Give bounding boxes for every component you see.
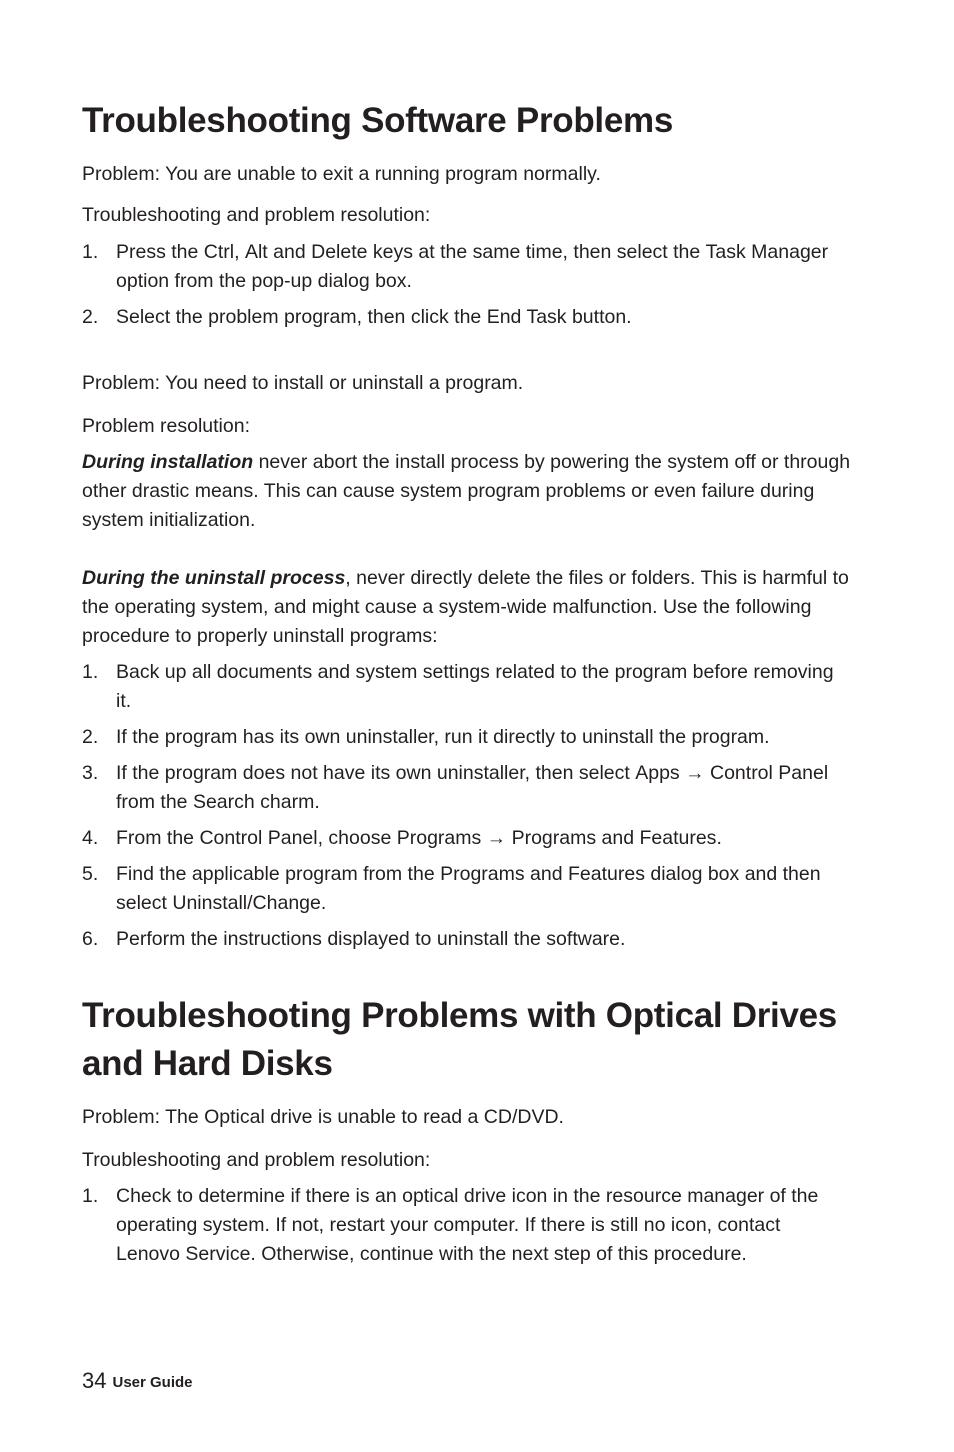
step-number: 1. — [82, 1185, 99, 1207]
software-problem-1 — [82, 160, 852, 339]
step-text: , choose — [317, 827, 397, 849]
step-text: charm. — [254, 791, 320, 813]
section-title-software: Troubleshooting Software Problems — [82, 101, 673, 140]
optical-problem-1 — [82, 1103, 852, 1276]
problem-label: Problem: — [82, 372, 161, 394]
step-number: 3. — [82, 762, 99, 784]
resolution-heading: Troubleshooting and problem resolution: — [82, 1149, 431, 1171]
list-item — [82, 824, 852, 853]
uninstall-emphasis: During the uninstall process — [82, 567, 346, 589]
step-text: . — [716, 827, 722, 849]
step-number: 4. — [82, 827, 99, 849]
problem-statement — [82, 369, 852, 398]
problem-label: Problem: — [82, 163, 161, 185]
step-text: Select the problem program, then click the — [116, 306, 487, 328]
problem-statement — [82, 1103, 852, 1132]
uninstall-change-term: Uninstall/Change — [172, 892, 321, 914]
uninstall-steps — [82, 658, 852, 954]
step-text: Find the applicable program from the — [116, 863, 441, 885]
programs-features-term: Programs and Features — [440, 863, 645, 885]
step-number: 2. — [82, 726, 99, 748]
step-text: from the — [116, 791, 193, 813]
task-manager-term: Task Manager — [705, 241, 829, 263]
step-text: option from the pop-up dialog box. — [116, 270, 412, 292]
step-text: Check to determine if there is an optical drive icon in the resource manager of the operating system. If not, restart your computer. If there is still no icon, contact Lenovo Service. Otherwise, continue with the next step of this procedure. — [116, 1185, 819, 1265]
step-number: 2. — [82, 306, 99, 328]
step-text: , — [234, 241, 245, 263]
step-text: If the program has its own uninstaller, run it directly to uninstall the program. — [116, 726, 770, 748]
step-text: Press the — [116, 241, 204, 263]
step-number: 6. — [82, 928, 99, 950]
page-number: 34 — [82, 1368, 107, 1393]
step-text: and — [267, 241, 312, 263]
uninstall-paragraph — [82, 564, 852, 651]
key-ctrl: Ctrl — [203, 241, 235, 263]
install-paragraph — [82, 448, 852, 535]
list-item — [82, 303, 852, 332]
step-number: 5. — [82, 863, 99, 885]
list-item — [82, 658, 852, 716]
step-number: 1. — [82, 241, 99, 263]
problem-text: You are unable to exit a running program normally. — [165, 163, 601, 185]
resolution-heading: Troubleshooting and problem resolution: — [82, 204, 431, 226]
step-text: button. — [566, 306, 632, 328]
programs-features-term: Programs → Programs and Features — [396, 827, 717, 849]
list-item — [82, 238, 852, 296]
step-text: keys at the same time, then select the — [367, 241, 706, 263]
list-item — [82, 860, 852, 918]
page-footer — [82, 1366, 193, 1398]
key-delete: Delete — [311, 241, 368, 263]
step-number: 1. — [82, 661, 99, 683]
step-text: . — [320, 892, 327, 914]
step-text: If the program does not have its own uninstaller, then select — [116, 762, 636, 784]
resolution-steps — [82, 1182, 852, 1269]
control-panel-term: Control Panel — [199, 827, 318, 849]
step-text: Back up all documents and system settings related to the program before removing it. — [116, 661, 834, 712]
list-item — [82, 723, 852, 752]
problem-text: You need to install or uninstall a program. — [165, 372, 524, 394]
list-item — [82, 925, 852, 954]
end-task-term: End Task — [486, 306, 567, 328]
list-item — [82, 759, 852, 817]
step-text: Perform the instructions displayed to uninstall the software. — [116, 928, 626, 950]
problem-label: Problem: — [82, 1106, 161, 1128]
list-item — [82, 1182, 821, 1269]
step-text: From the — [116, 827, 200, 849]
problem-text: The Optical drive is unable to read a CD/DVD. — [165, 1106, 564, 1128]
step-text: dialog box and then select — [116, 863, 821, 914]
apps-control-panel-term: Apps → Control Panel — [635, 762, 829, 784]
search-term: Search — [192, 791, 255, 813]
problem-statement — [82, 160, 852, 189]
software-problem-2 — [82, 369, 852, 961]
section-title-optical-drives: Troubleshooting Problems with Optical Drives and Hard Disks — [82, 996, 837, 1083]
uninstall-text: , never directly delete the files or folders. This is harmful to the operating system, and might cause a system-wide malfunction. Use the following procedure to properly uninstall programs: — [82, 567, 849, 647]
footer-label: User Guide — [112, 1374, 193, 1391]
install-text: never abort the install process by powering the system off or through other drastic means. This can cause system program problems or even failure during system initialization. — [82, 451, 851, 531]
resolution-heading: Problem resolution: — [82, 415, 250, 437]
resolution-steps — [82, 238, 852, 332]
key-alt: Alt — [244, 241, 268, 263]
install-emphasis: During installation — [82, 451, 254, 473]
